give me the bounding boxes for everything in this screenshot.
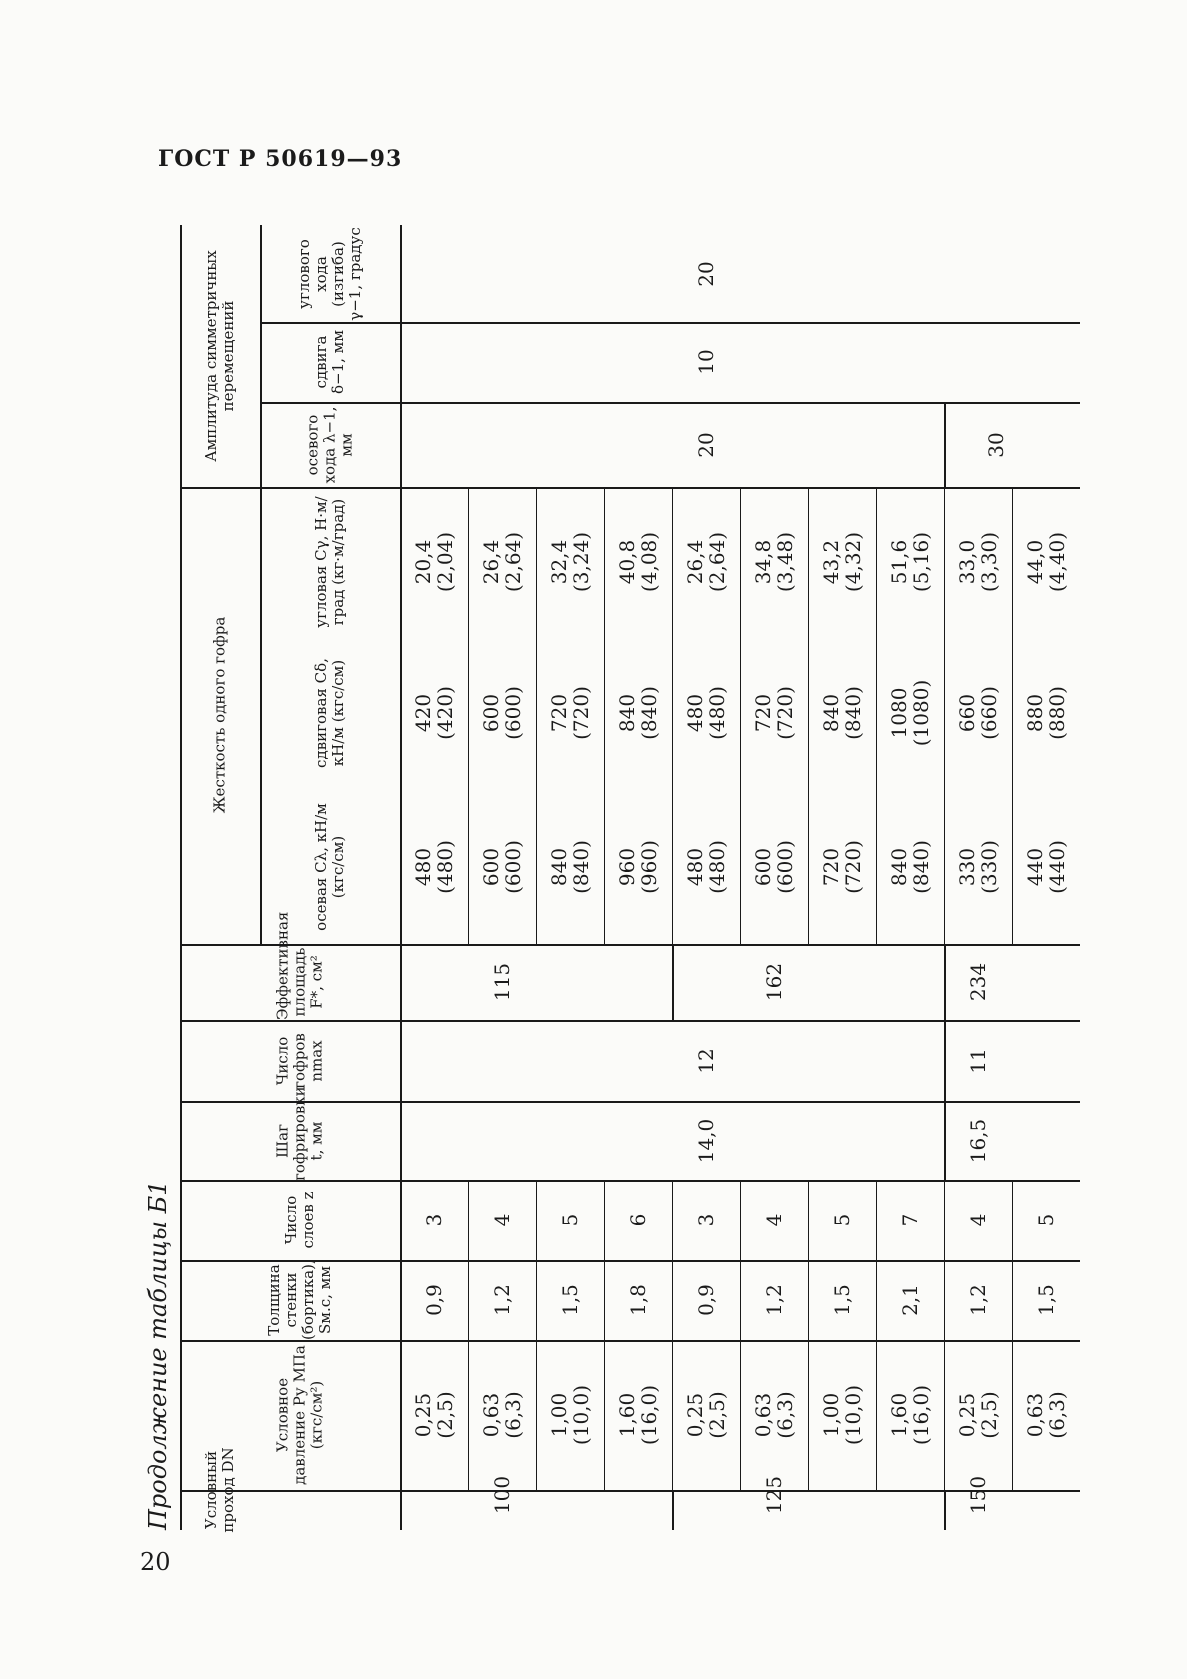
layers-cell: [627, 1214, 649, 1227]
header-pitch: [273, 1085, 326, 1181]
header-stiffness-group: [212, 617, 229, 814]
header-shear: [313, 643, 347, 783]
table-rule: [536, 1180, 537, 1340]
table-rule: [944, 487, 945, 944]
angular-cell-line: 51,6: [887, 539, 911, 585]
amp-axial-cell: [695, 432, 717, 457]
pressure-cell: [412, 1391, 456, 1438]
axial-cell-line: 840: [547, 847, 571, 886]
axial-cell-line: (840): [909, 839, 933, 894]
dn-cell-line: 150: [966, 1475, 990, 1515]
table-rule: [180, 1340, 1080, 1342]
header-stiffness-group-line: Жесткость одного гофра: [210, 616, 229, 814]
table-rule: [672, 944, 674, 1020]
angular-cell-line: 26,4: [683, 539, 707, 585]
shear-cell: [548, 686, 592, 740]
axial-cell-line: 600: [479, 847, 503, 886]
layers-cell: [899, 1214, 921, 1227]
axial-cell-line: (600): [773, 839, 797, 894]
shear-cell-line: 720: [547, 693, 571, 733]
pitch-cell: [695, 1118, 717, 1163]
shear-cell-line: 880: [1023, 693, 1047, 733]
header-amp-shear: [313, 322, 347, 402]
wall-cell-line: 1,5: [558, 1284, 582, 1316]
pressure-cell-line: 0,63: [1023, 1392, 1047, 1438]
layers-cell-line: 7: [898, 1213, 922, 1227]
table-rule: [260, 487, 262, 944]
shear-cell-line: (720): [569, 686, 593, 740]
wall-cell-line: 0,9: [694, 1284, 718, 1316]
header-area-line: Эффективная площадь F*, см²: [273, 911, 326, 1020]
amp-angular-cell-line: 20: [694, 260, 718, 287]
area-cell-line: 162: [762, 962, 786, 1002]
axial-cell-line: 960: [615, 847, 639, 886]
layers-cell-line: 5: [1034, 1213, 1058, 1227]
table-rule: [740, 487, 741, 944]
wall-cell: [763, 1284, 785, 1316]
layers-cell: [559, 1214, 581, 1227]
table-rule: [1012, 1340, 1013, 1490]
angular-cell-line: (2,64): [705, 531, 729, 593]
axial-cell: [548, 840, 592, 894]
table-rule: [672, 1180, 673, 1340]
angular-cell-line: (3,48): [773, 531, 797, 593]
pressure-cell: [480, 1391, 524, 1438]
axial-cell: [752, 840, 796, 894]
corrugations-cell-line: 12: [694, 1047, 718, 1074]
wall-cell: [1035, 1284, 1057, 1316]
header-amplitude-group-line: Амплитуда симметричных перемещений: [202, 250, 237, 462]
wall-cell-line: 1,8: [626, 1284, 650, 1316]
pressure-cell: [820, 1385, 864, 1445]
layers-cell: [695, 1214, 717, 1227]
header-corrugations-line: Число гофров nmax: [273, 1032, 326, 1089]
amp-axial-cell-line: 30: [984, 431, 1008, 458]
page-number: 20: [140, 1548, 171, 1576]
table-rule: [944, 1490, 946, 1530]
corrugations-cell-line: 11: [966, 1047, 990, 1074]
layers-cell-line: 4: [490, 1213, 514, 1227]
pressure-cell: [548, 1385, 592, 1445]
axial-cell: [956, 840, 1000, 894]
angular-cell-line: (3,30): [977, 531, 1001, 593]
shear-cell-line: 840: [615, 693, 639, 733]
wall-cell: [899, 1284, 921, 1316]
shear-cell-line: (420): [433, 686, 457, 740]
axial-cell-line: (840): [569, 839, 593, 894]
layers-cell: [967, 1214, 989, 1227]
layers-cell: [491, 1214, 513, 1227]
table-rule: [260, 322, 1080, 324]
axial-cell-line: 440: [1023, 847, 1047, 886]
layers-cell-line: 5: [558, 1213, 582, 1227]
angular-cell-line: 44,0: [1023, 539, 1047, 585]
table-rule: [468, 1340, 469, 1490]
shear-cell-line: (1080): [909, 679, 933, 747]
axial-cell-line: 720: [819, 847, 843, 886]
header-corrugations: [275, 1021, 326, 1101]
angular-cell-line: 26,4: [479, 539, 503, 585]
pressure-cell-line: 0,63: [751, 1392, 775, 1438]
angular-cell: [480, 532, 524, 592]
axial-cell-line: 330: [955, 847, 979, 886]
header-amp-angular-line: углового хода (изгиба) γ−1, градус: [295, 226, 364, 321]
table-rule: [180, 225, 182, 1530]
angular-cell-line: (4,40): [1045, 531, 1069, 593]
header-pressure-line: Условное давление Pу МПа (кгс/см²): [273, 1345, 326, 1485]
axial-cell-line: (600): [501, 839, 525, 894]
table-rule: [944, 1020, 946, 1180]
corrugations-cell: [967, 1048, 989, 1073]
wall-cell: [627, 1284, 649, 1316]
table-rule: [944, 1180, 945, 1340]
amp-shear-cell: [695, 349, 717, 374]
wall-cell: [967, 1284, 989, 1316]
angular-cell-line: (4,32): [841, 531, 865, 593]
wall-cell-line: 1,5: [830, 1284, 854, 1316]
pressure-cell-line: 1,00: [819, 1392, 843, 1438]
pressure-cell-line: 1,60: [887, 1392, 911, 1438]
table-rule: [260, 225, 262, 487]
header-wall-line: Толщина стенки (бортика), Sм.с, мм: [265, 1259, 334, 1340]
wall-cell-line: 1,2: [762, 1284, 786, 1316]
axial-cell: [480, 840, 524, 894]
pitch-cell: [967, 1118, 989, 1163]
header-layers: [283, 1180, 317, 1260]
table-rule: [944, 402, 946, 487]
pressure-cell-line: (2,5): [433, 1391, 457, 1439]
area-cell: [491, 963, 513, 1001]
table-rule: [672, 1490, 674, 1530]
pressure-cell: [956, 1391, 1000, 1438]
pressure-cell-line: (6,3): [501, 1391, 525, 1439]
axial-cell-line: (440): [1045, 839, 1069, 894]
axial-cell-line: (720): [841, 839, 865, 894]
axial-cell-line: (480): [433, 839, 457, 894]
table-rule: [808, 1180, 809, 1340]
angular-cell-line: 20,4: [411, 539, 435, 585]
header-dn: [203, 1445, 237, 1535]
wall-cell: [695, 1284, 717, 1316]
header-layers-line: Число слоев z: [282, 1191, 317, 1249]
angular-cell-line: (2,64): [501, 531, 525, 593]
table-rule: [672, 1340, 673, 1490]
table-rule: [260, 402, 1080, 404]
shear-cell: [752, 686, 796, 740]
shear-cell-line: 720: [751, 693, 775, 733]
pressure-cell-line: 1,00: [547, 1392, 571, 1438]
shear-cell-line: (720): [773, 686, 797, 740]
header-pitch-line: Шаг гофрировки t, мм: [273, 1085, 326, 1181]
pressure-cell-line: (10,0): [841, 1384, 865, 1446]
angular-cell-line: 34,8: [751, 539, 775, 585]
wall-cell-line: 1,2: [490, 1284, 514, 1316]
shear-cell-line: (600): [501, 686, 525, 740]
shear-cell-line: (660): [977, 686, 1001, 740]
angular-cell-line: 32,4: [547, 539, 571, 585]
header-wall: [266, 1260, 334, 1340]
header-axial-line: осевая Cλ, кН/м (кгс/см): [312, 802, 347, 931]
pressure-cell-line: 1,60: [615, 1392, 639, 1438]
amp-axial-cell: [985, 432, 1007, 457]
table-rule: [740, 1180, 741, 1340]
pressure-cell: [752, 1391, 796, 1438]
table-rule: [604, 1340, 605, 1490]
header-amp-axial-line: осевого хода λ−1, мм: [303, 406, 356, 483]
table-rule: [876, 487, 877, 944]
layers-cell: [1035, 1214, 1057, 1227]
layers-cell: [831, 1214, 853, 1227]
shear-cell: [820, 686, 864, 740]
pressure-cell-line: (2,5): [705, 1391, 729, 1439]
pressure-cell-line: (10,0): [569, 1384, 593, 1446]
axial-cell-line: (480): [705, 839, 729, 894]
amp-angular-cell: [695, 261, 717, 286]
dn-cell-line: 100: [490, 1475, 514, 1515]
table-rule: [1012, 1180, 1013, 1340]
shear-cell-line: 660: [955, 693, 979, 733]
shear-cell-line: 420: [411, 693, 435, 733]
pressure-cell-line: 0,25: [411, 1392, 435, 1438]
layers-cell-line: 3: [422, 1213, 446, 1227]
axial-cell-line: 600: [751, 847, 775, 886]
amp-axial-cell-line: 20: [694, 431, 718, 458]
pressure-cell: [888, 1385, 932, 1445]
shear-cell-line: 840: [819, 693, 843, 733]
layers-cell-line: 5: [830, 1213, 854, 1227]
angular-cell: [548, 532, 592, 592]
shear-cell: [616, 686, 660, 740]
angular-cell: [956, 532, 1000, 592]
dn-cell-line: 125: [762, 1475, 786, 1515]
layers-cell-line: 4: [762, 1213, 786, 1227]
axial-cell: [1024, 840, 1068, 894]
table-rule: [672, 487, 673, 944]
angular-cell-line: (5,16): [909, 531, 933, 593]
pressure-cell: [684, 1391, 728, 1438]
wall-cell-line: 0,9: [422, 1284, 446, 1316]
pressure-cell-line: 0,25: [683, 1392, 707, 1438]
table-rule: [400, 225, 402, 1530]
shear-cell: [888, 680, 932, 747]
shear-cell-line: (480): [705, 686, 729, 740]
axial-cell: [888, 840, 932, 894]
table-rule: [876, 1340, 877, 1490]
wall-cell: [491, 1284, 513, 1316]
angular-cell-line: (2,04): [433, 531, 457, 593]
table-rule: [536, 487, 537, 944]
header-amp-shear-line: сдвига δ−1, мм: [312, 330, 347, 395]
wall-cell: [831, 1284, 853, 1316]
angular-cell-line: 43,2: [819, 539, 843, 585]
header-shear-line: сдвиговая Cδ, кН/м (кгс/см): [312, 658, 347, 768]
layers-cell-line: 6: [626, 1213, 650, 1227]
angular-cell: [888, 532, 932, 592]
shear-cell-line: 480: [683, 693, 707, 733]
shear-cell: [412, 686, 456, 740]
wall-cell-line: 1,2: [966, 1284, 990, 1316]
shear-cell-line: (840): [841, 686, 865, 740]
angular-cell: [412, 532, 456, 592]
layers-cell: [423, 1214, 445, 1227]
layers-cell-line: 4: [966, 1213, 990, 1227]
shear-cell: [1024, 686, 1068, 740]
layers-cell-line: 3: [694, 1213, 718, 1227]
header-amplitude-group: [203, 231, 237, 481]
header-axial: [313, 797, 347, 937]
angular-cell-line: (3,24): [569, 531, 593, 593]
header-area: [273, 911, 326, 1020]
layers-cell: [763, 1214, 785, 1227]
header-angular: [313, 492, 347, 632]
area-cell: [967, 963, 989, 1001]
table-rule: [740, 1340, 741, 1490]
angular-cell: [684, 532, 728, 592]
table-rule: [1012, 487, 1013, 944]
table-rule: [944, 944, 946, 1020]
shear-cell-line: (840): [637, 686, 661, 740]
pressure-cell-line: 0,63: [479, 1392, 503, 1438]
dn-cell: [491, 1476, 513, 1514]
pressure-cell-line: (2,5): [977, 1391, 1001, 1439]
pitch-cell-line: 16,5: [966, 1118, 990, 1163]
wall-cell: [559, 1284, 581, 1316]
angular-cell: [616, 532, 660, 592]
dn-cell: [967, 1476, 989, 1514]
wall-cell: [423, 1284, 445, 1316]
header-amp-axial: [305, 405, 356, 485]
table-rule: [808, 487, 809, 944]
shear-cell-line: (880): [1045, 686, 1069, 740]
shear-cell: [684, 686, 728, 740]
angular-cell: [1024, 532, 1068, 592]
dn-cell: [763, 1476, 785, 1514]
angular-cell-line: (4,08): [637, 531, 661, 593]
angular-cell-line: 40,8: [615, 539, 639, 585]
axial-cell: [684, 840, 728, 894]
wall-cell-line: 1,5: [1034, 1284, 1058, 1316]
shear-cell: [956, 686, 1000, 740]
wall-cell-line: 2,1: [898, 1284, 922, 1316]
pressure-cell-line: (6,3): [1045, 1391, 1069, 1439]
table-rule: [604, 487, 605, 944]
pressure-cell-line: 0,25: [955, 1392, 979, 1438]
axial-cell: [616, 840, 660, 894]
header-pressure: [275, 1345, 326, 1485]
pressure-cell: [616, 1385, 660, 1445]
angular-cell-line: 33,0: [955, 539, 979, 585]
shear-cell: [480, 686, 524, 740]
amp-shear-cell-line: 10: [694, 349, 718, 375]
header-amp-angular: [296, 226, 364, 322]
table-rule: [468, 1180, 469, 1340]
pressure-cell: [1024, 1391, 1068, 1438]
angular-cell: [752, 532, 796, 592]
document-header: ГОСТ Р 50619—93: [158, 146, 403, 172]
pressure-cell-line: (16,0): [637, 1384, 661, 1446]
angular-cell: [820, 532, 864, 592]
table-rule: [876, 1180, 877, 1340]
table-rule: [604, 1180, 605, 1340]
axial-cell-line: 480: [683, 847, 707, 886]
table-rule: [468, 487, 469, 944]
table-rule: [808, 1340, 809, 1490]
header-angular-line: угловая Cγ, Н·м/град (кг·м/град): [312, 496, 347, 628]
pressure-cell-line: (16,0): [909, 1384, 933, 1446]
area-cell-line: 234: [966, 962, 990, 1002]
table-caption: Продолжение таблицы Б1: [144, 1180, 172, 1530]
table-rule: [180, 487, 1080, 489]
axial-cell-line: (960): [637, 839, 661, 894]
axial-cell: [820, 840, 864, 894]
corrugations-cell: [695, 1048, 717, 1073]
shear-cell-line: 600: [479, 693, 503, 733]
shear-cell-line: 1080: [887, 687, 911, 739]
axial-cell-line: 480: [411, 847, 435, 886]
table-rule: [944, 1340, 945, 1490]
axial-cell-line: (330): [977, 839, 1001, 894]
header-dn-line: Условный проход DN: [202, 1447, 237, 1533]
table-rule: [536, 1340, 537, 1490]
area-cell: [763, 963, 785, 1001]
area-cell-line: 115: [490, 962, 514, 1002]
axial-cell-line: 840: [887, 847, 911, 886]
pitch-cell-line: 14,0: [694, 1118, 718, 1163]
axial-cell: [412, 840, 456, 894]
pressure-cell-line: (6,3): [773, 1391, 797, 1439]
